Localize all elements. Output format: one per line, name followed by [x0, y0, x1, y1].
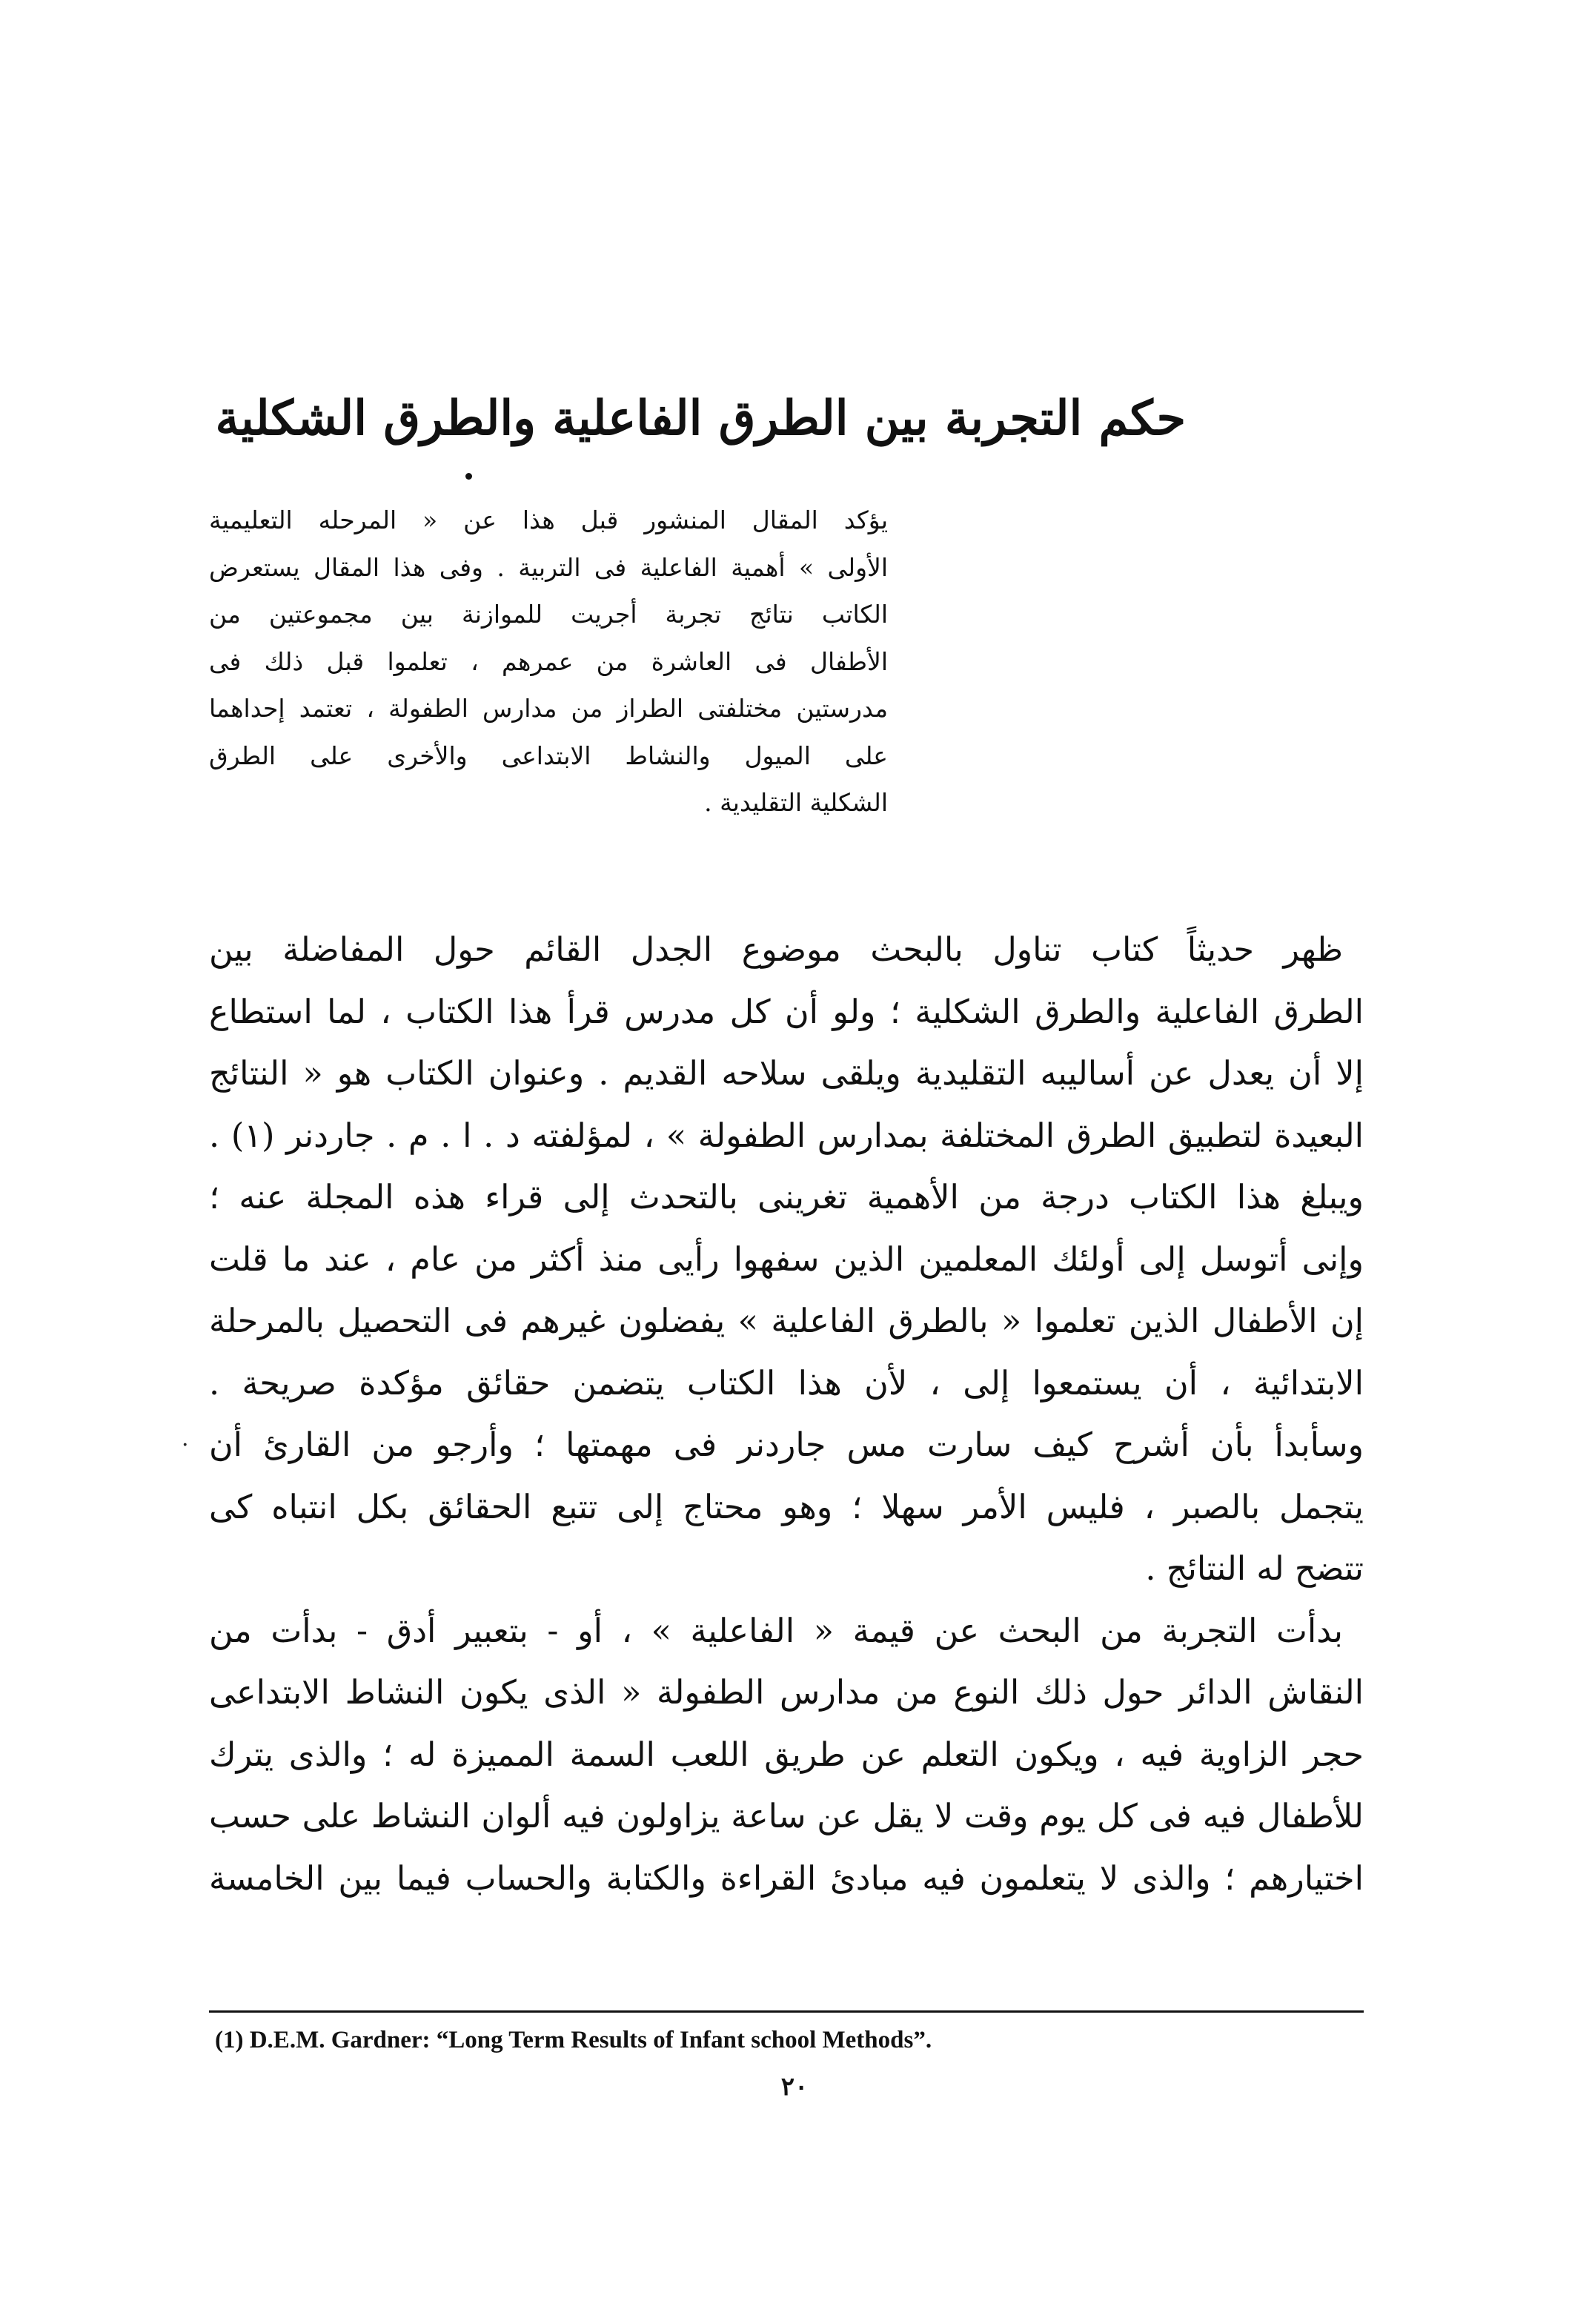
body-line: إن الأطفال الذين تعلموا « بالطرق الفاعلية » يفضلون غيرهم فى التحصيل بالمرحلة	[209, 1302, 1364, 1340]
body-line: إلا أن يعدل عن أساليبه التقليدية ويلقى سلاحه القديم . وعنوان الكتاب هو « النتائج	[209, 1055, 1364, 1093]
footnote: (1) D.E.M. Gardner: “Long Term Results of Infant school Methods”.	[215, 2027, 932, 2053]
body-line: تتضح له النتائج .	[1145, 1550, 1364, 1588]
body-line: ويبلغ هذا الكتاب درجة من الأهمية تغرينى بالتحدث إلى قراء هذه المجلة عنه ؛	[209, 1179, 1364, 1216]
page-number: ٢٠	[780, 2072, 809, 2102]
abstract-line: يؤكد المقال المنشور قبل هذا عن « المرحله التعليمية	[209, 506, 888, 534]
abstract-line: مدرستين مختلفتى الطراز من مدارس الطفولة ، تعتمد إحداهما	[209, 694, 888, 723]
abstract-line: الشكلية التقليدية .	[704, 788, 888, 817]
body-line: البعيدة لتطبيق الطرق المختلفة بمدارس الطفولة » ، لمؤلفته د . ا . م . جاردنر (١) .	[209, 1116, 1364, 1155]
article-body	[209, 919, 1364, 1910]
body-line: النقاش الدائر حول ذلك النوع من مدارس الطفولة « الذى يكون النشاط الابتداعى	[209, 1674, 1364, 1712]
abstract-block	[209, 497, 888, 827]
body-line: حجر الزاوية فيه ، ويكون التعلم عن طريق اللعب السمة المميزة له ؛ والذى يترك	[209, 1735, 1364, 1774]
abstract-line: الكاتب نتائج تجربة أجريت للموازنة بين مجموعتين من	[209, 600, 888, 629]
abstract-line: على الميول والنشاط الابتداعى والأخرى على الطرق	[209, 741, 888, 770]
abstract-line: الأطفال فى العاشرة من عمرهم ، تعلموا قبل ذلك فى	[209, 646, 888, 676]
title-ornament-dot	[465, 473, 472, 480]
body-line: ظهر حديثاً كتاب تناول بالبحث موضوع الجدل القائم حول المفاضلة بين	[209, 931, 1343, 969]
body-line: الطرق الفاعلية والطرق الشكلية ؛ ولو أن كل مدرس قرأ هذا الكتاب ، لما استطاع	[209, 993, 1364, 1031]
body-line: يتجمل بالصبر ، فليس الأمر سهلا ؛ وهو محتاج إلى تتبع الحقائق بكل انتباه كى	[209, 1488, 1364, 1526]
body-line: وإنى أتوسل إلى أولئك المعلمين الذين سفهوا رأيى منذ أكثر من عام ، عند ما قلت	[209, 1240, 1364, 1279]
body-line: بدأت التجربة من البحث عن قيمة « الفاعلية » ، أو - بتعبير أدق - بدأت من	[209, 1612, 1343, 1650]
body-line: اختيارهم ؛ والذى لا يتعلمون فيه مبادئ القراءة والكتابة والحساب فيما بين الخامسة	[209, 1859, 1364, 1898]
body-line: للأطفال فيه فى كل يوم وقت لا يقل عن ساعة يزاولون فيه ألوان النشاط على حسب	[209, 1798, 1364, 1835]
body-line: الابتدائية ، أن يستمعوا إلى ، لأن هذا الكتاب يتضمن حقائق مؤكدة صريحة .	[209, 1364, 1364, 1403]
body-line: وسأبدأ بأن أشرح كيف سارت مس جاردنر فى مهمتها ؛ وأرجو من القارئ أن	[209, 1426, 1364, 1464]
footnote-divider	[209, 2010, 1364, 2013]
article-title: حكم التجربة بين الطرق الفاعلية والطرق الشكلية	[215, 391, 1186, 446]
margin-dot: ·	[182, 1432, 189, 1458]
abstract-line: الأولى » أهمية الفاعلية فى التربية . وفى هذا المقال يستعرض	[209, 552, 888, 582]
